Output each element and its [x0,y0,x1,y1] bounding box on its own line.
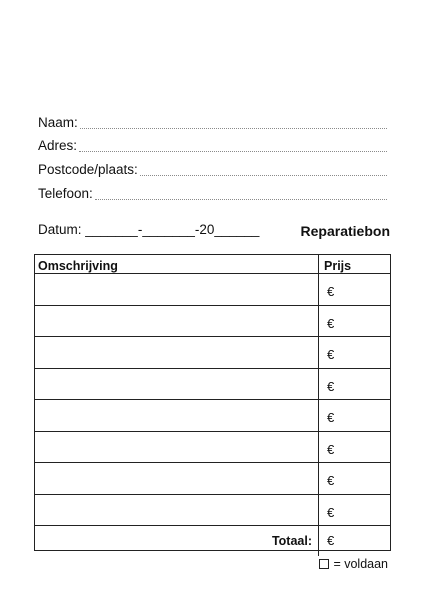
field-naam [38,115,387,131]
description-cell[interactable] [35,495,319,526]
price-cell[interactable]: € [327,410,335,425]
checkbox-icon[interactable] [319,559,329,569]
field-telefoon [38,186,387,202]
description-cell[interactable] [35,369,319,400]
price-cell[interactable]: € [327,378,335,394]
input-line-postcode[interactable] [140,174,387,176]
input-line-adres[interactable] [79,150,387,152]
price-cell[interactable]: € [327,315,335,331]
price-cell[interactable]: € [327,284,335,299]
table-row [35,306,390,338]
repair-table [34,254,391,551]
table-row [35,337,390,369]
table-row [35,369,390,401]
description-cell[interactable] [35,306,319,337]
field-label-postcode: Postcode/plaats: [38,162,138,177]
table-row [35,463,390,495]
header-price: Prijs [324,259,352,273]
price-cell[interactable]: € [327,473,335,488]
description-cell[interactable] [35,274,319,305]
input-line-naam[interactable] [80,127,387,129]
field-label-adres: Adres: [38,138,78,153]
table-row [35,400,390,432]
total-row [35,526,390,556]
price-cell[interactable]: € [327,504,335,520]
date-field[interactable]: Datum: _______-_______-20______ [38,222,260,237]
total-price-cell[interactable]: € [327,533,335,548]
paid-legend [319,557,388,571]
field-adres [38,138,387,154]
input-line-telefoon[interactable] [95,198,387,200]
table-row [35,274,390,306]
field-label-naam: Naam: [38,115,78,130]
price-cell[interactable]: € [327,441,335,457]
price-cell[interactable]: € [327,347,335,362]
field-postcode [38,162,387,178]
description-cell[interactable] [35,400,319,431]
description-cell[interactable] [35,463,319,494]
header-description: Omschrijving [35,255,319,273]
description-cell[interactable] [35,337,319,368]
legend-text: = voldaan [333,557,388,571]
table-row [35,495,390,527]
total-label: Totaal: [35,526,319,556]
description-cell[interactable] [35,432,319,463]
field-label-telefoon: Telefoon: [38,186,93,201]
table-row [35,432,390,464]
table-header [35,255,390,274]
document-title: Reparatiebon [300,223,390,239]
